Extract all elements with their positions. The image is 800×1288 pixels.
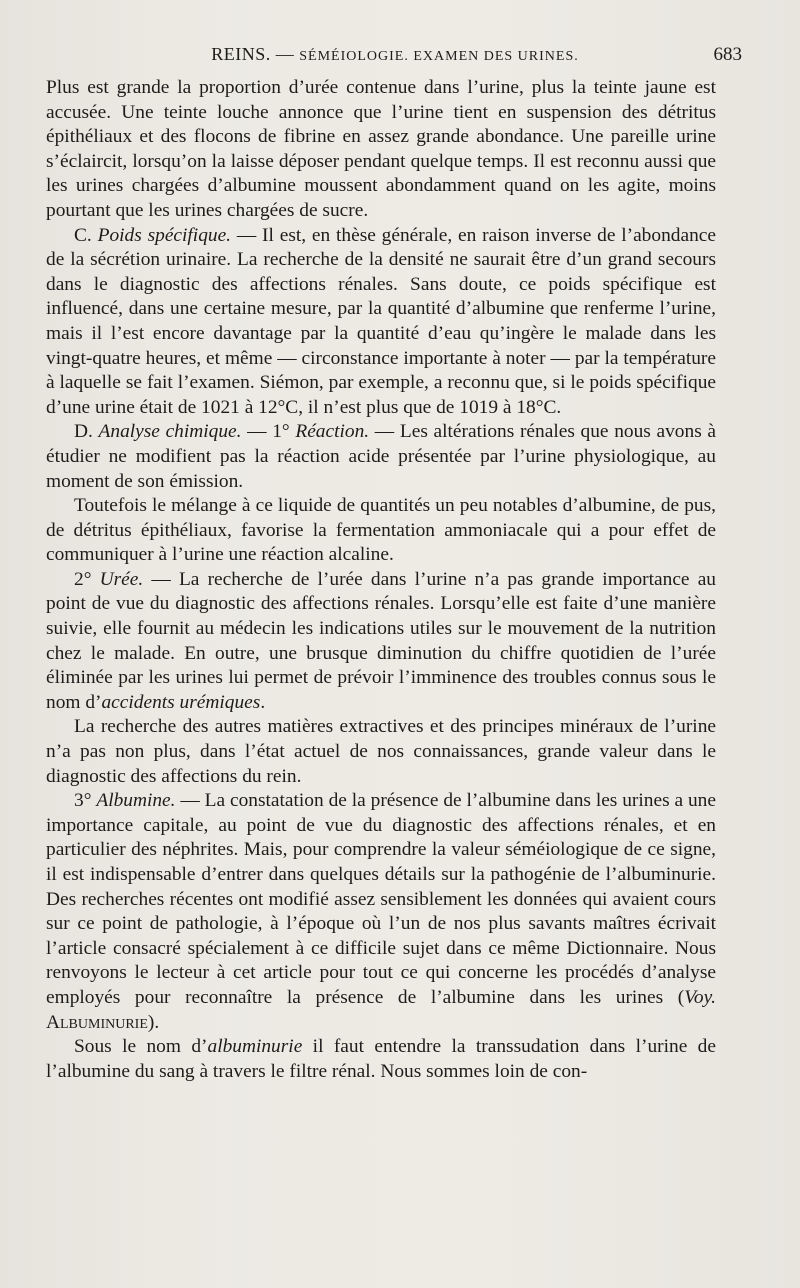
paragraph-uree (46, 568, 716, 716)
paragraph-3-text: — Les altérations rénales que nous avons à étudier ne modifient pas la réaction acide présentée par l’urine physiologique, au moment de son émission. (46, 421, 717, 492)
paragraph-1: Plus est grande la proportion d’urée contenue dans l’urine, plus la teinte jaune est accusée. Une teinte louche annonce que l’urine tient en suspension des détritus épithéliaux et des flocons de fibrine en assez grande abondance. Une pareille urine s’éclaircit, lorsqu’on la laisse déposer pendant quelque temps. Il est reconnu aussi que les urines chargées d’albumine moussent abondamment quand on les agite, moins pourtant que les urines chargées de sucre. (46, 77, 716, 221)
paragraph-5-text: — La recherche de l’urée dans l’urine n’a pas grande importance au point de vue du diagnostic des affections rénales. Lorsqu’elle est faite d’une manière suivie, elle fournit au médecin les indications utiles sur le mouvement de la nutrition chez le malade. En outre, une brusque diminution du chiffre quotidien de l’urée éliminée par les urines lui permet de prévoir l’imminence des troubles connus sous le nom d’ (46, 568, 716, 713)
paragraph-toutefois: Toutefois le mélange à ce liquide de quantités un peu notables d’albumine, de pus, de détritus épithéliaux, favorise la fermentation ammoniacale qui a pour effet de communiquer à l’urine une réaction alcaline. (46, 495, 716, 566)
paragraph-poids-specifique (46, 224, 716, 421)
subsection-number-2: 2° (74, 568, 100, 590)
section-label-c: C. (74, 224, 98, 246)
section-title-poids-specifique: Poids spécifique. (97, 224, 232, 246)
term-albuminurie: albuminurie (207, 1036, 303, 1058)
page-number: 683 (713, 44, 742, 65)
paragraph-albuminurie-definition (46, 1035, 716, 1084)
running-head-section: SÉMÉIOLOGIE. EXAMEN DES URINES. (299, 49, 579, 64)
section-label-d: D. (74, 421, 99, 443)
running-head (48, 44, 742, 65)
subsection-title-reaction: Réaction. (295, 421, 370, 443)
body-text (46, 76, 716, 1084)
paragraph-matieres-extractives: La recherche des autres matières extractives et des principes minéraux de l’urine n’a pas non plus, dans l’état actuel de nos connaissances, grande valeur dans le diagnostic des affections du rein. (46, 716, 716, 787)
running-head-title: REINS. (211, 44, 271, 64)
cross-reference-albuminurie: Albuminurie (46, 1011, 148, 1033)
paragraph-8-text: il faut entendre la transsudation dans l’urine de l’albumine du sang à travers le filtre rénal. Nous sommes loin de con- (46, 1036, 716, 1082)
paragraph-analyse-chimique (46, 420, 716, 494)
paragraph-7-text: — La constatation de la présence de l’albumine dans les urines a une importance capitale, au point de vue du diagnostic des affections rénales, et en particulier des néphrites. Mais, pour comprendre la valeur séméiologique de ce signe, il est indispensable d’entrer dans quelques détails sur la pathogénie de l’albuminurie. Des recherches récentes ont modifié assez sensiblement les données qui avaient cours sur ce point de pathologie, à l’époque où l’un de nos plus savants maîtres écrivait l’article consacré spécialement à ce difficile sujet dans ce même Dictionnaire. Nous renvoyons le lecteur à cet article pour tout ce qui concerne les procédés d’analyse employés pour reconnaître la présence de l’albumine dans les urines ( (46, 790, 716, 1008)
subsection-number-1: — 1° (241, 421, 296, 443)
paragraph-5-end: . (260, 691, 266, 713)
term-accidents-uremiques: accidents urémiques (101, 691, 261, 713)
paragraph-2-text: — Il est, en thèse générale, en raison inverse de l’abondance de la sécrétion urinaire. La recherche de la densité ne saurait être d’un grand secours dans le diagnostic des affections rénales. Sans doute, ce poids spécifique est influencé, dans une certaine mesure, par la quantité d’albumine que renferme l’urine, mais il l’est encore davantage par la quantité d’eau qu’ingère le malade dans les vingt-quatre heures, et même — circonstance importante à noter — par la température à laquelle se fait l’examen. Siémon, par exemple, a reconnu que, si le poids spécifique d’une urine était de 1021 à 12°C, il n’est plus que de 1019 à 18°C. (46, 224, 716, 418)
running-head-dash: — (270, 44, 300, 64)
subsection-title-uree: Urée. (99, 568, 144, 590)
page-header (48, 44, 742, 72)
paragraph-albumine (46, 789, 716, 1035)
paragraph-8-start: Sous le nom d’ (74, 1036, 208, 1058)
subsection-title-albumine: Albumine. (96, 790, 176, 812)
voy-abbreviation: Voy. (684, 986, 716, 1008)
section-title-analyse-chimique: Analyse chimique. (98, 421, 242, 443)
paragraph-7-end: ). (147, 1011, 160, 1033)
subsection-number-3: 3° (74, 790, 97, 812)
